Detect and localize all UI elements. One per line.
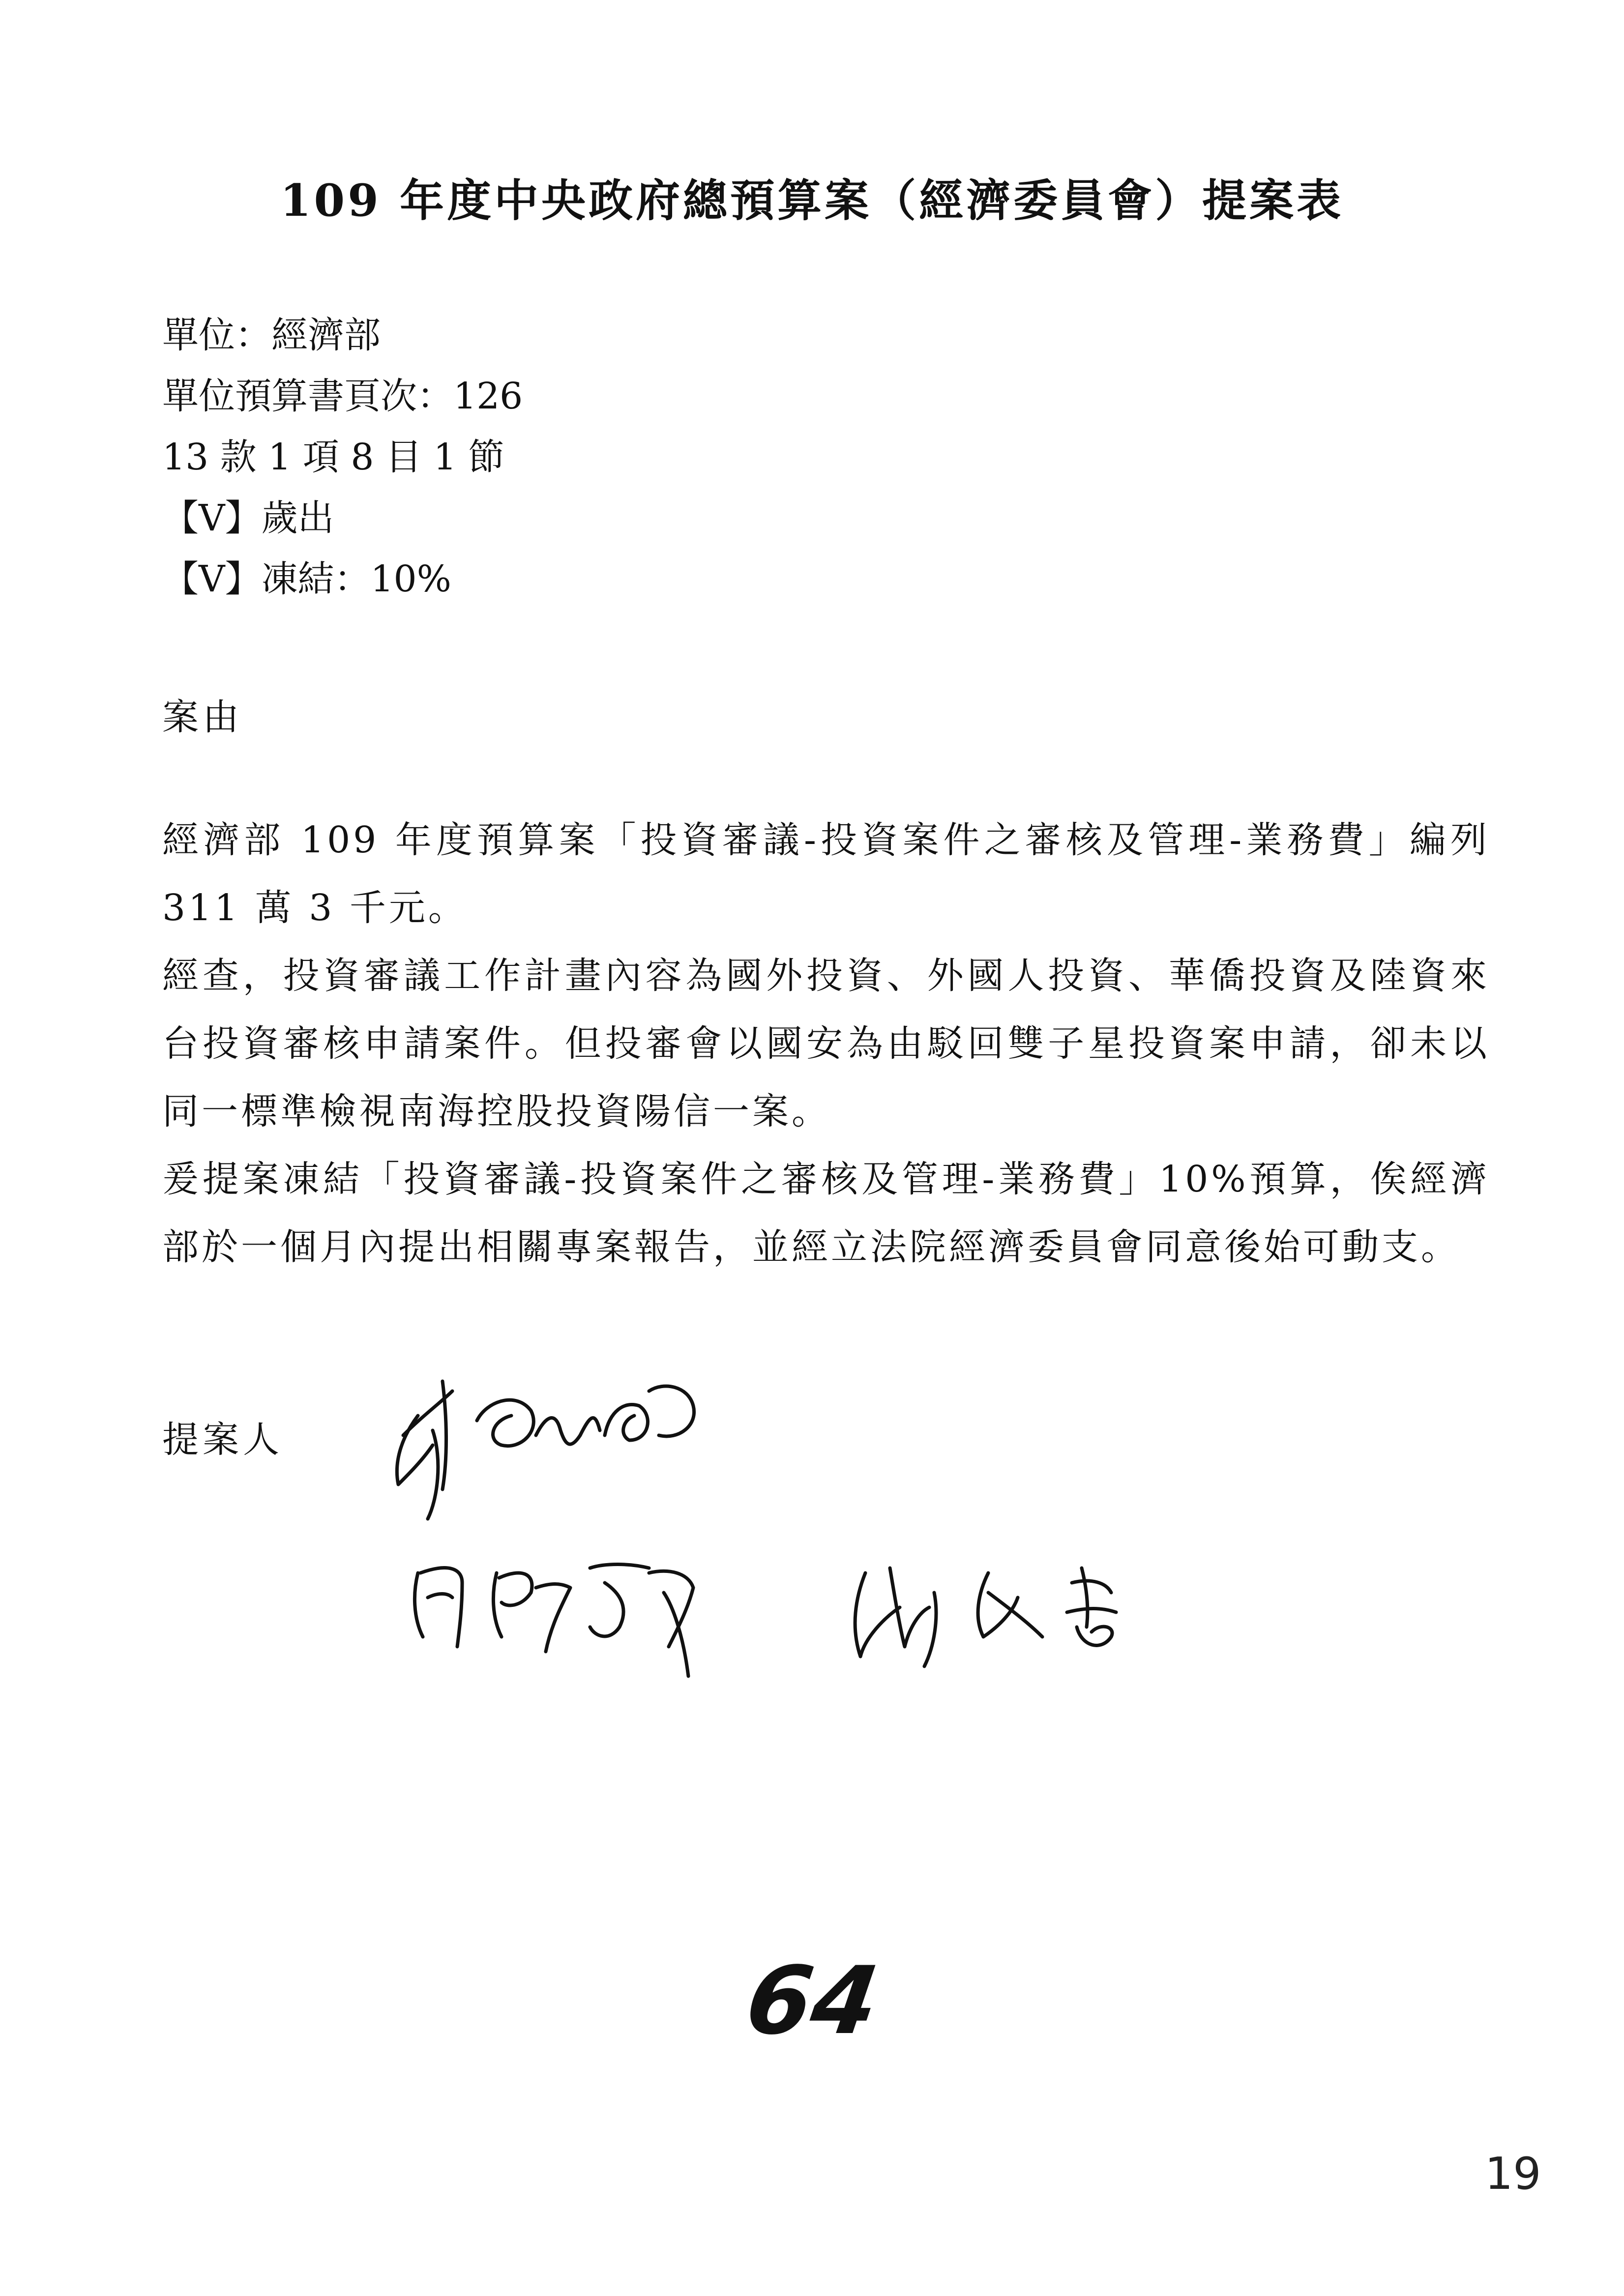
handwritten-signature-2 [414,1565,693,1677]
expenditure-checkbox-line: 【V】歲出 [162,497,334,539]
case-body [162,806,1490,1281]
proposer-label: 提案人 [162,1419,283,1461]
proposal-metadata [162,305,523,610]
signature-area [374,1362,1308,1725]
case-paragraph: 爰提案凍結「投資審議-投資案件之審核及管理-業務費」10%預算，俟經濟部於一個月內提出相關專案報告，並經立法院經濟委員會同意後始可動支。 [162,1158,1490,1268]
corner-page-number: 19 [1485,2148,1541,2200]
case-paragraph: 經濟部 109 年度預算案「投資審議-投資案件之審核及管理-業務費」編列 311 萬 3 千元。 [162,819,1490,929]
handwritten-signature-3 [855,1568,1116,1666]
classification-line: 13 款 1 項 8 目 1 節 [162,436,505,478]
document-title: 109 年度中央政府總預算案（經濟委員會）提案表 [280,174,1344,227]
case-paragraph: 經查，投資審議工作計畫內容為國外投資、外國人投資、華僑投資及陸資來台投資審核申請案件。但投審會以國安為由駁回雙子星投資案申請，卻未以同一標準檢視南海控股投資陽信一案。 [162,955,1490,1133]
handwritten-page-number: 64 [739,1947,885,2055]
unit-line: 單位：經濟部 [162,314,381,356]
freeze-checkbox-line: 【V】凍結：10% [162,558,451,600]
handwritten-signature-1 [397,1381,694,1519]
budget-page-line: 單位預算書頁次：126 [162,375,523,417]
case-label: 案由 [162,696,243,738]
